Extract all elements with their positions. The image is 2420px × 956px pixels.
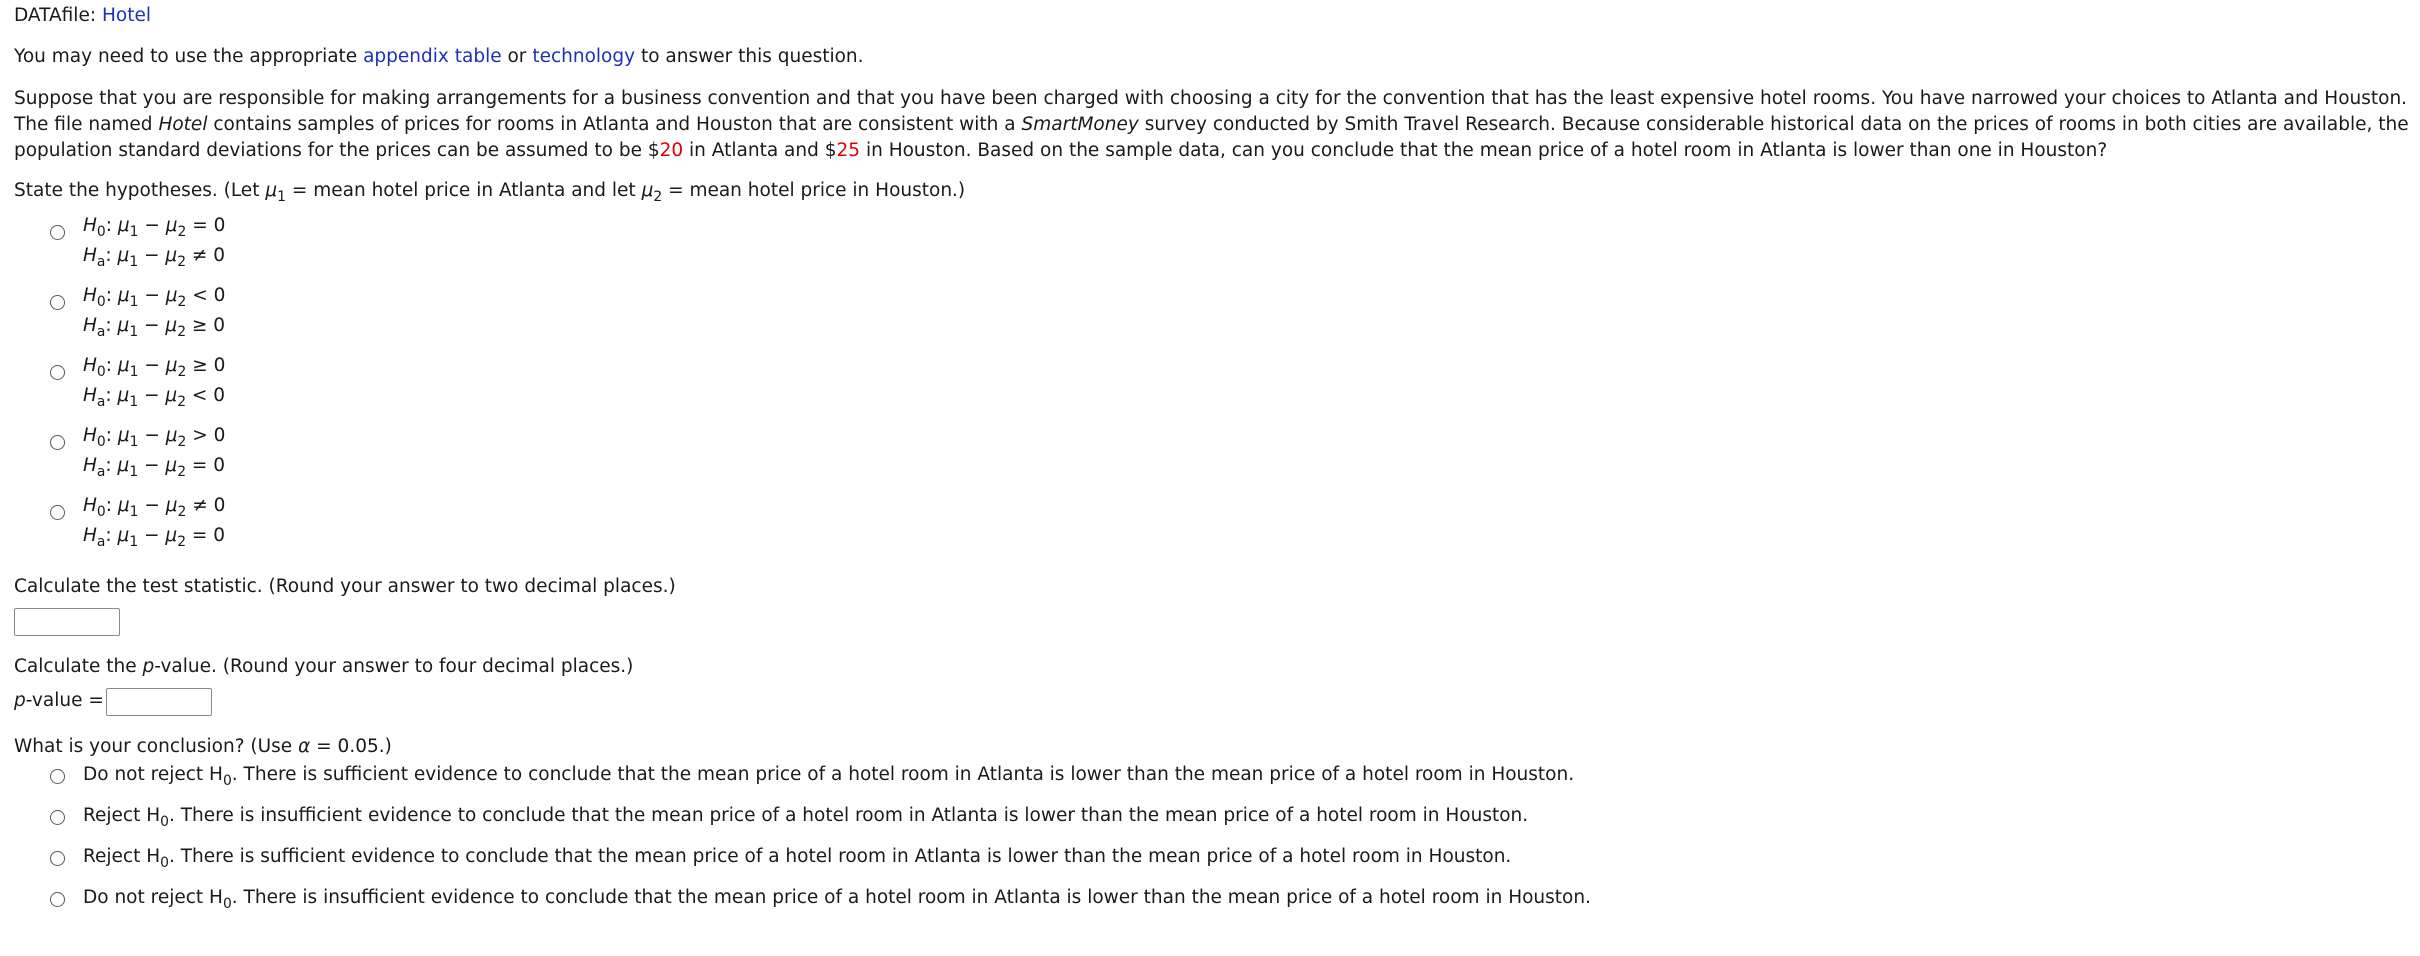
radio-button[interactable]	[50, 365, 65, 380]
hypothesis-pair	[83, 491, 225, 551]
h0-symbol: $H_0$:	[83, 495, 118, 520]
problem-file-name: Hotel	[158, 114, 208, 135]
h0-symbol: $H_0$:	[83, 285, 118, 310]
radio-button[interactable]	[50, 810, 65, 825]
relation: = 0	[186, 215, 226, 236]
conclusion-text: Do not reject $H_0$. There is insufficient evidence to conclude that the mean price of a hotel room in Atlanta is lower than the mean price of a hotel room in Houston.	[83, 887, 1591, 912]
hypothesis-pair	[83, 421, 225, 481]
h0-line	[83, 351, 225, 381]
test-statistic-prompt: Calculate the test statistic. (Round your answer to two decimal places.)	[14, 576, 676, 597]
relation: ≥ 0	[186, 315, 226, 336]
ha-line	[83, 311, 225, 341]
relation: < 0	[186, 285, 226, 306]
h0-line	[83, 211, 225, 241]
p-value-label	[14, 690, 104, 711]
ha-line	[83, 381, 225, 411]
h0-symbol: $H_0$:	[83, 215, 118, 240]
h0-line	[83, 421, 225, 451]
problem-statement	[14, 86, 2410, 164]
conclusion-option-1[interactable]	[36, 762, 1575, 798]
sd-houston-value: 25	[836, 140, 861, 161]
instructions-pre: You may need to use the appropriate	[14, 46, 358, 67]
p-value-prompt-p: p	[142, 656, 155, 677]
problem-text-3: survey conducted by Smith Travel Research. Because considerable historical data on the prices of rooms in both cities are available, the population standard deviations for the prices can be assumed to be $	[14, 114, 2409, 161]
p-value-label-post: -value =	[25, 690, 104, 711]
ha-symbol: $H_a$:	[83, 245, 118, 270]
p-value-prompt-post: -value. (Round your answer to four decimal places.)	[154, 656, 634, 677]
mean-difference: $\mu_1 - \mu_2$	[117, 355, 187, 380]
hypotheses-prompt-mu1-def: = mean hotel price in Atlanta and let	[291, 180, 636, 201]
radio-button[interactable]	[50, 435, 65, 450]
ha-line	[83, 451, 225, 481]
appendix-table-link[interactable]: appendix table	[363, 46, 502, 67]
problem-text-1: Suppose that you are responsible for making arrangements for a business convention and that you have been charged with choosing a city for the convention that has the least expensive hotel rooms. You have narrowed your choices to Atlanta and Houston. The file named	[14, 88, 2408, 135]
p-value-label-p: p	[14, 690, 26, 711]
relation: ≠ 0	[186, 495, 226, 516]
hypothesis-option-5[interactable]	[36, 491, 356, 553]
hypothesis-option-1[interactable]	[36, 211, 356, 273]
hypotheses-prompt-pre: State the hypotheses. (Let	[14, 180, 260, 201]
hypothesis-pair	[83, 351, 225, 411]
ha-symbol: $H_a$:	[83, 315, 118, 340]
h0-line	[83, 281, 225, 311]
datafile-label: DATAfile:	[14, 5, 97, 26]
mean-difference: $\mu_1 - \mu_2$	[117, 215, 187, 240]
instructions-mid: or	[507, 46, 527, 67]
p-value-prompt-pre: Calculate the	[14, 656, 137, 677]
relation: < 0	[186, 385, 226, 406]
radio-button[interactable]	[50, 505, 65, 520]
conclusion-text: Reject $H_0$. There is sufficient evidence to conclude that the mean price of a hotel room in Atlanta is lower than the mean price of a hotel room in Houston.	[83, 846, 1512, 871]
hypothesis-option-2[interactable]	[36, 281, 356, 343]
datafile-line	[14, 5, 151, 26]
test-statistic-input[interactable]	[14, 608, 120, 636]
mean-difference: $\mu_1 - \mu_2$	[117, 385, 187, 410]
h0-symbol: $H_0$:	[83, 355, 118, 380]
hypothesis-option-3[interactable]	[36, 351, 356, 413]
ha-line	[83, 521, 225, 551]
ha-line	[83, 241, 225, 271]
relation: ≠ 0	[186, 245, 226, 266]
mean-difference: $\mu_1 - \mu_2$	[117, 425, 187, 450]
mu2-symbol: $\mu_2$	[641, 180, 663, 205]
p-value-input[interactable]	[106, 688, 212, 716]
relation: = 0	[186, 455, 226, 476]
mean-difference: $\mu_1 - \mu_2$	[117, 315, 187, 340]
conclusion-text: Do not reject $H_0$. There is sufficient evidence to conclude that the mean price of a hotel room in Atlanta is lower than the mean price of a hotel room in Houston.	[83, 764, 1575, 789]
relation: > 0	[186, 425, 226, 446]
sd-atlanta-value: 20	[659, 140, 684, 161]
problem-text-2: contains samples of prices for rooms in Atlanta and Houston that are consistent with a	[213, 114, 1016, 135]
conclusion-option-3[interactable]	[36, 844, 1556, 880]
mean-difference: $\mu_1 - \mu_2$	[117, 285, 187, 310]
hypothesis-pair	[83, 281, 225, 341]
mean-difference: $\mu_1 - \mu_2$	[117, 245, 187, 270]
datafile-link[interactable]: Hotel	[101, 5, 151, 26]
instructions-post: to answer this question.	[640, 46, 864, 67]
radio-button[interactable]	[50, 769, 65, 784]
conclusion-prompt-post: = 0.05.)	[316, 736, 392, 757]
radio-button[interactable]	[50, 892, 65, 907]
radio-button[interactable]	[50, 295, 65, 310]
ha-symbol: $H_a$:	[83, 385, 118, 410]
h0-line	[83, 491, 225, 521]
mean-difference: $\mu_1 - \mu_2$	[117, 455, 187, 480]
hypotheses-prompt-mu2-def: = mean hotel price in Houston.)	[668, 180, 966, 201]
hypotheses-prompt	[14, 180, 966, 205]
technology-link[interactable]: technology	[532, 46, 636, 67]
hypothesis-pair	[83, 211, 225, 271]
hypothesis-option-4[interactable]	[36, 421, 356, 483]
relation: = 0	[186, 525, 226, 546]
problem-survey-name: SmartMoney	[1021, 114, 1139, 135]
mean-difference: $\mu_1 - \mu_2$	[117, 495, 187, 520]
ha-symbol: $H_a$:	[83, 525, 118, 550]
radio-button[interactable]	[50, 225, 65, 240]
conclusion-prompt	[14, 736, 392, 757]
relation: ≥ 0	[186, 355, 226, 376]
conclusion-option-4[interactable]	[36, 885, 1591, 921]
conclusion-text: Reject $H_0$. There is insufficient evidence to conclude that the mean price of a hotel room in Atlanta is lower than the mean price of a hotel room in Houston.	[83, 805, 1529, 830]
mean-difference: $\mu_1 - \mu_2$	[117, 525, 187, 550]
mu1-symbol: $\mu_1$	[265, 180, 286, 205]
radio-button[interactable]	[50, 851, 65, 866]
alpha-symbol: α	[298, 736, 311, 757]
ha-symbol: $H_a$:	[83, 455, 118, 480]
instructions-line	[14, 46, 864, 67]
conclusion-option-2[interactable]	[36, 803, 1556, 839]
problem-text-5: in Houston. Based on the sample data, can you conclude that the mean price of a hotel room in Atlanta is lower than one in Houston?	[865, 140, 2108, 161]
problem-text-4: in Atlanta and $	[689, 140, 837, 161]
conclusion-prompt-pre: What is your conclusion? (Use	[14, 736, 293, 757]
p-value-prompt	[14, 656, 633, 677]
h0-symbol: $H_0$:	[83, 425, 118, 450]
